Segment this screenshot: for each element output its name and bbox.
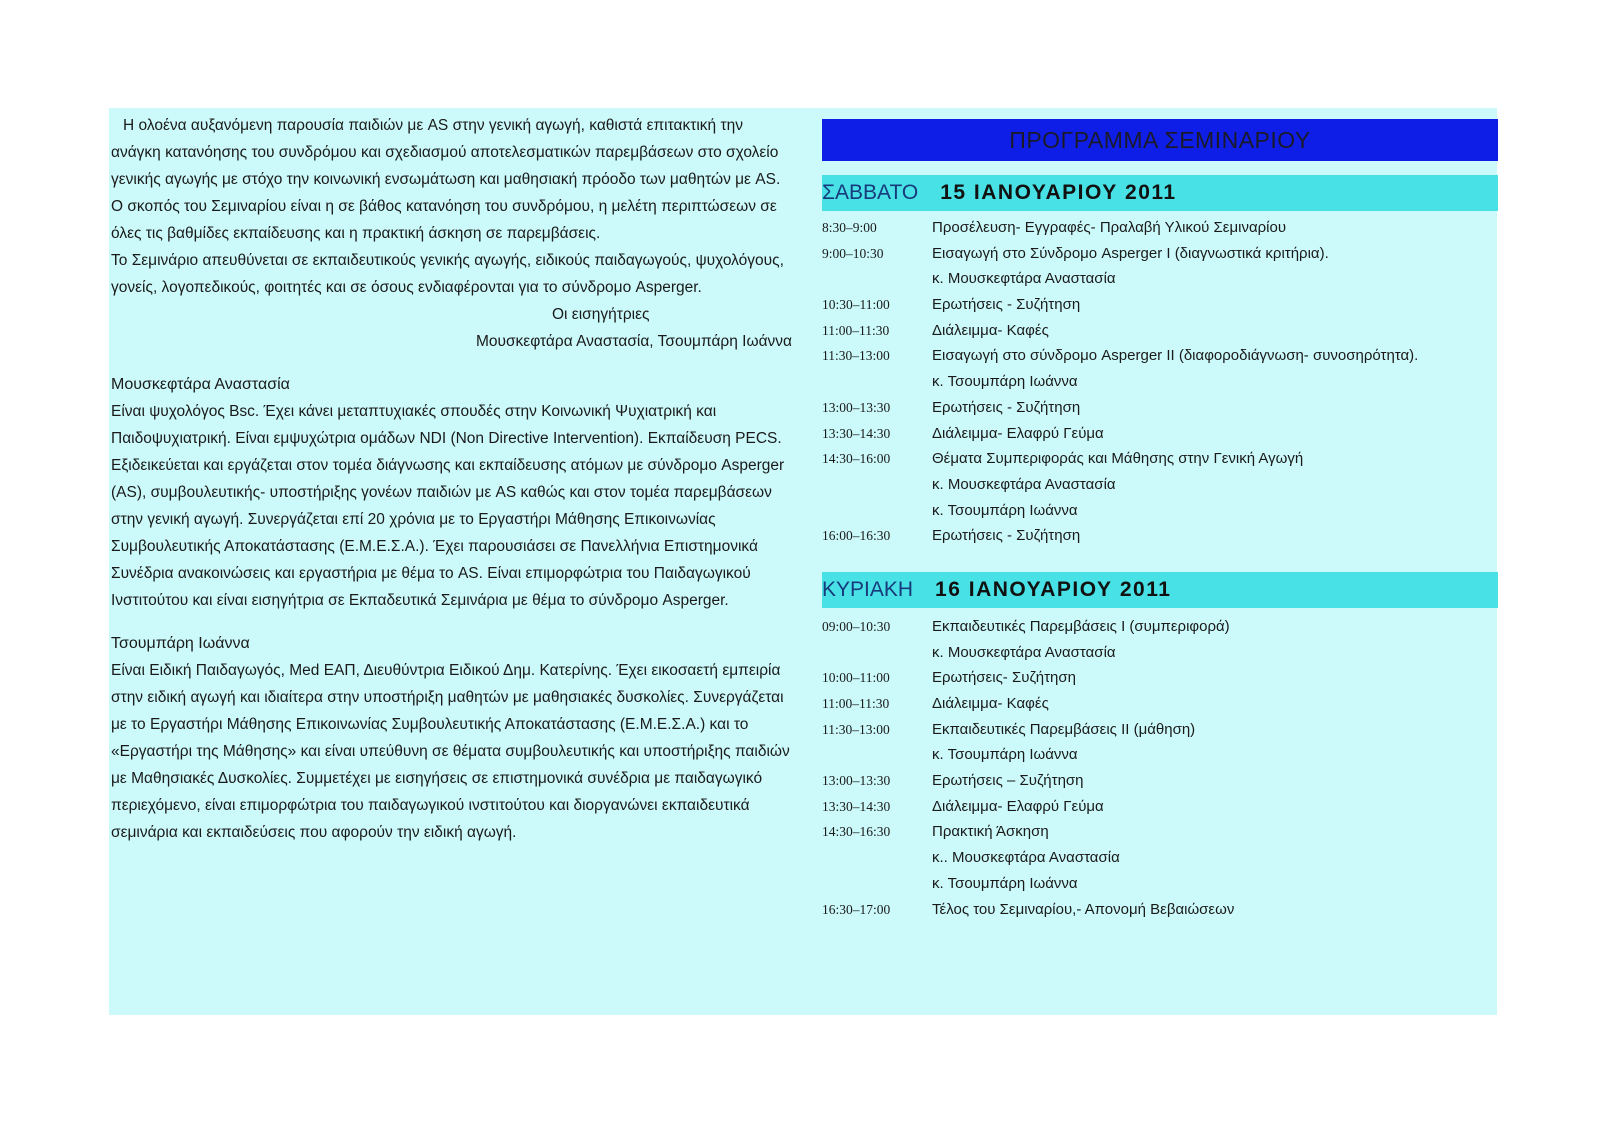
schedule-time	[822, 369, 932, 395]
schedule-row	[822, 523, 1498, 549]
schedule-row	[822, 421, 1498, 447]
day-name: ΣΑΒΒΑΤΟ	[822, 181, 919, 204]
schedule-row	[822, 845, 1498, 871]
day-date: 16 ΙΑΝΟΥΑΡΙΟΥ 2011	[935, 577, 1172, 601]
schedule-time: 14:30–16:00	[822, 451, 891, 467]
schedule-time: 10:00–11:00	[822, 670, 890, 686]
program-column	[822, 119, 1498, 922]
schedule-time: 11:00–11:30	[822, 696, 890, 711]
schedule-row	[822, 395, 1498, 421]
schedule-row	[822, 768, 1498, 794]
intro-paragraph-3: Το Σεμινάριο απευθύνεται σε εκπαιδευτικούς γενικής αγωγής, ειδικούς παιδαγωγούς, ψυχολόγους, γονείς, λογοπεδικούς, φοιτητές και σε όσους ενδιαφέρονται για το σύνδρομο Asperger.	[111, 252, 784, 296]
schedule-activity: Διάλειμμα- Ελαφρύ Γεύμα	[932, 424, 1104, 442]
schedule-row	[822, 446, 1498, 472]
schedule-time: 10:30–11:00	[822, 297, 890, 313]
schedule-activity: Εισαγωγή στο σύνδρομο Asperger II (διαφοροδιάγνωση- συνοσηρότητα).	[932, 347, 1419, 365]
schedule-activity: κ. Μουσκεφτάρα Αναστασία	[932, 643, 1116, 661]
schedule-activity: Ερωτήσεις- Συζήτηση	[932, 669, 1077, 687]
schedule-activity: Εκπαιδευτικές Παρεμβάσεις II (μάθηση)	[932, 720, 1196, 738]
speakers-heading: Οι εισηγήτριες	[552, 306, 650, 323]
day-header-sunday	[822, 572, 1498, 608]
schedule-activity: Πρακτική Άσκηση	[932, 823, 1049, 841]
intro-text-1: Η ολοένα αυξανόμενη παρουσία παιδιών με AS στην γενική αγωγή, καθιστά επιτακτική την ανάγκη κατανόησης του συνδρόμου και σχεδιασμού αποτελεσματικών παρεμβάσεων στο σχολείο γενικής αγωγής με στόχο την κοινωνική ενσωμάτωση και μαθησιακή πρόοδο των μαθητών με AS.	[111, 117, 781, 188]
schedule-activity: Ερωτήσεις - Συζήτηση	[932, 527, 1081, 545]
left-column	[111, 112, 794, 846]
schedule-row	[822, 897, 1498, 923]
schedule-activity: Διάλειμμα- Καφές	[932, 321, 1049, 339]
schedule-activity: κ.. Μουσκεφτάρα Αναστασία	[932, 849, 1120, 867]
schedule-sunday	[822, 614, 1498, 922]
bio-name-1: Μουσκεφτάρα Αναστασία	[111, 376, 290, 393]
schedule-activity: Τέλος του Σεμιναρίου,- Απονομή Βεβαιώσεων	[932, 900, 1235, 918]
schedule-row	[822, 665, 1498, 691]
schedule-activity: κ. Μουσκεφτάρα Αναστασία	[932, 270, 1116, 288]
schedule-row	[822, 369, 1498, 395]
bio-text-2: Είναι Ειδική Παιδαγωγός, Med ΕΑΠ, Διευθύντρια Ειδικού Δημ. Κατερίνης. Έχει εικοσαετή εμπειρία στην ειδική αγωγή και ιδιαίτερα στην υποστήριξη μαθητών με μαθησιακές δυσκολίες. Συνεργάζεται με το Εργαστήρι Μάθησης Επικοινωνίας Συμβουλευτικής Αποκατάστασης (Ε.Μ.Ε.Σ.Α.) και το «Εργαστήρι της Μάθησης» και είναι υπεύθυνη σε θέματα συμβουλευτικής και υποστήριξης παιδιών με Μαθησιακές Δυσκολίες. Συμμετέχει με εισηγήσεις σε επιστημονικά συνέδρια με παιδαγωγικό περιεχόμενο, είναι επιμορφώτρια του παιδαγωγικού ινστιτούτου και διοργανώνει εκπαιδευτικά σεμινάρια και εκπαιδεύσεις που αφορούν την ειδική αγωγή.	[111, 662, 790, 841]
schedule-time	[822, 640, 932, 666]
schedule-row	[822, 614, 1498, 640]
schedule-row	[822, 742, 1498, 768]
schedule-row	[822, 717, 1498, 743]
schedule-activity: κ. Τσουμπάρη Ιωάννα	[932, 874, 1078, 892]
schedule-time: 13:30–14:30	[822, 798, 891, 814]
schedule-activity: Ερωτήσεις - Συζήτηση	[932, 296, 1081, 314]
bio-text-1: Είναι ψυχολόγος Bsc. Έχει κάνει μεταπτυχιακές σπουδές στην Κοινωνική Ψυχιατρική και Παιδοψυχιατρική. Είναι εμψυχώτρια ομάδων NDI (Non Directive Intervention). Εκπαίδευση PECS. Εξιδεικεύεται και εργάζεται στον τομέα διάγνωσης και εκπαίδευσης ατόμων με σύνδρομο Asperger (AS), συμβουλευτικής- υποστήριξης γονέων παιδιών με AS καθώς και στον τομέα παρεμβάσεων στην γενική αγωγή. Συνεργάζεται επί 20 χρόνια με το Εργαστήρι Μάθησης Επικοινωνίας Συμβουλευτικής Αποκατάστασης (Ε.Μ.Ε.Σ.Α.). Έχει παρουσιάσει σε Πανελλήνια Επιστημονικά Συνέδρια ανακοινώσεις και εργαστήρια με θέμα το AS. Είναι επιμορφώτρια του Παιδαγωγικού Ινστιτούτου και είναι εισηγήτρια σε Εκπαδευτικά Σεμινάρια με θέμα το σύνδρομο Asperger.	[111, 403, 785, 609]
schedule-time	[822, 845, 932, 871]
intro-paragraph-2: Ο σκοπός του Σεμιναρίου είναι η σε βάθος κατανόηση του συνδρόμου, η μελέτη περιπτώσεων σε όλες τις βαθμίδες εκπαίδευσης και η πρακτική άσκηση σε παρεμβάσεις.	[111, 198, 777, 242]
schedule-activity: Διάλειμμα- Καφές	[932, 695, 1049, 712]
speakers-names: Μουσκεφτάρα Αναστασία, Τσουμπάρη Ιωάννα	[475, 333, 792, 350]
schedule-activity: Ερωτήσεις – Συζήτηση	[932, 772, 1084, 790]
schedule-activity: Εκπαιδευτικές Παρεμβάσεις I (συμπεριφορά)	[932, 617, 1230, 635]
schedule-row	[822, 819, 1498, 845]
schedule-time: 9:00–10:30	[822, 245, 884, 261]
schedule-time: 16:30–17:00	[822, 901, 891, 917]
program-title: ΠΡΟΓΡΑΜΜΑ ΣΕΜΙΝΑΡΙΟΥ	[822, 119, 1498, 161]
schedule-saturday	[822, 215, 1498, 549]
intro-paragraph-1	[111, 112, 794, 193]
schedule-row	[822, 498, 1498, 524]
schedule-time: 14:30–16:30	[822, 824, 891, 840]
schedule-row	[822, 472, 1498, 498]
schedule-row	[822, 794, 1498, 820]
schedule-activity: Διάλειμμα- Ελαφρύ Γεύμα	[932, 797, 1104, 815]
schedule-row	[822, 292, 1498, 318]
schedule-row	[822, 215, 1498, 241]
schedule-activity: κ. Τσουμπάρη Ιωάννα	[932, 501, 1078, 519]
schedule-activity: Ερωτήσεις - Συζήτηση	[932, 398, 1081, 416]
day-header-saturday	[822, 175, 1498, 211]
day-name: ΚΥΡΙΑΚΗ	[822, 577, 914, 601]
schedule-row	[822, 266, 1498, 292]
schedule-time: 13:00–13:30	[822, 773, 891, 789]
schedule-row	[822, 691, 1498, 717]
schedule-activity: Προσέλευση- Εγγραφές- Πραλαβή Υλικού Σεμιναρίου	[932, 219, 1287, 236]
schedule-activity: κ. Μουσκεφτάρα Αναστασία	[932, 475, 1116, 493]
schedule-activity: Θέματα Συμπεριφοράς και Μάθησης στην Γενική Αγωγή	[932, 450, 1304, 468]
schedule-time: 11:30–13:00	[822, 348, 890, 364]
schedule-row	[822, 871, 1498, 897]
schedule-activity: Εισαγωγή στο Σύνδρομο Asperger I (διαγνωστικά κριτήρια).	[932, 244, 1329, 262]
bio-name-2: Τσουμπάρη Ιωάννα	[111, 635, 250, 652]
schedule-time: 11:30–13:00	[822, 721, 890, 737]
schedule-time	[822, 871, 932, 897]
schedule-row	[822, 343, 1498, 369]
schedule-time: 13:00–13:30	[822, 399, 891, 415]
schedule-row	[822, 241, 1498, 267]
schedule-time	[822, 742, 932, 768]
schedule-time: 11:00–11:30	[822, 322, 890, 338]
schedule-time: 13:30–14:30	[822, 425, 891, 441]
schedule-activity: κ. Τσουμπάρη Ιωάννα	[932, 373, 1078, 391]
day-date: 15 ΙΑΝΟΥΑΡΙΟΥ 2011	[940, 181, 1177, 204]
schedule-time	[822, 498, 932, 524]
schedule-time	[822, 266, 932, 292]
schedule-row	[822, 318, 1498, 344]
schedule-time	[822, 472, 932, 498]
schedule-time: 09:00–10:30	[822, 618, 891, 634]
schedule-time: 16:00–16:30	[822, 528, 891, 544]
schedule-activity: κ. Τσουμπάρη Ιωάννα	[932, 746, 1078, 764]
schedule-time: 8:30–9:00	[822, 220, 877, 235]
schedule-row	[822, 640, 1498, 666]
